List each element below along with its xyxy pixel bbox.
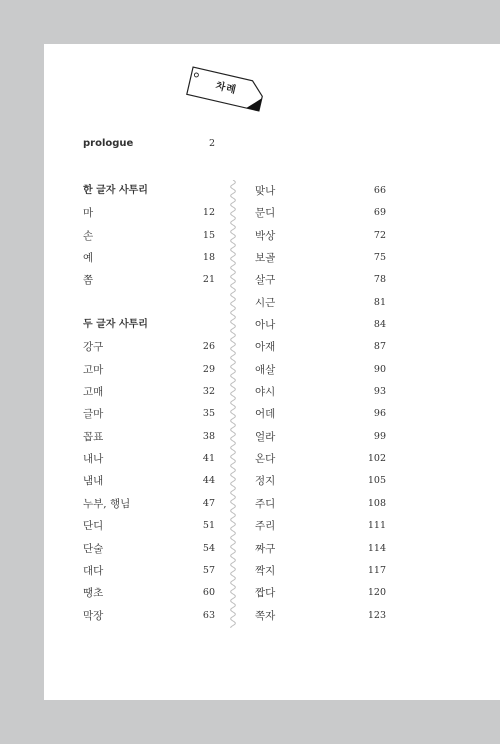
toc-entry[interactable] bbox=[255, 336, 386, 358]
toc-entry-title: 내나 bbox=[83, 453, 104, 466]
toc-entry-title: 고매 bbox=[83, 386, 104, 399]
toc-entry-title: 막장 bbox=[83, 609, 104, 622]
toc-entry-title: 아재 bbox=[255, 341, 276, 354]
section-heading-title: 두 글자 사투리 bbox=[83, 319, 148, 331]
toc-entry-page: 21 bbox=[202, 274, 215, 286]
toc-entry-title: 글마 bbox=[83, 408, 104, 421]
toc-entry-page: 81 bbox=[373, 296, 386, 308]
toc-entry-title: 주리 bbox=[255, 520, 276, 533]
toc-entry[interactable] bbox=[83, 605, 215, 627]
toc-entry-title: 단술 bbox=[83, 542, 104, 555]
book-page bbox=[44, 44, 500, 700]
toc-entry[interactable] bbox=[83, 426, 215, 448]
toc-entry-title: 짜구 bbox=[255, 542, 276, 555]
section-spacer bbox=[83, 292, 215, 314]
toc-entry-page: 117 bbox=[367, 564, 386, 576]
toc-entry-page: 75 bbox=[373, 252, 386, 264]
toc-entry-page: 84 bbox=[373, 319, 386, 331]
toc-entry[interactable] bbox=[83, 515, 215, 537]
toc-entry-title: 맞나 bbox=[255, 185, 276, 197]
toc-entry-title: 박상 bbox=[255, 229, 276, 242]
toc-entry-page: 41 bbox=[202, 453, 215, 465]
toc-entry-page: 60 bbox=[202, 587, 215, 599]
toc-entry-page: 47 bbox=[202, 497, 215, 509]
section-heading bbox=[83, 180, 215, 202]
toc-entry[interactable] bbox=[83, 582, 215, 604]
toc-entry-title: 야시 bbox=[255, 386, 276, 399]
toc-title: 차례 bbox=[214, 80, 238, 97]
toc-entry[interactable] bbox=[83, 269, 215, 291]
toc-left-column bbox=[83, 180, 215, 627]
toc-entry[interactable] bbox=[83, 538, 215, 560]
toc-entry[interactable] bbox=[83, 448, 215, 470]
toc-entry[interactable] bbox=[255, 560, 386, 582]
toc-entry[interactable] bbox=[255, 403, 386, 425]
prologue-page: 2 bbox=[208, 138, 215, 149]
section-heading bbox=[83, 314, 215, 336]
toc-entry[interactable] bbox=[255, 493, 386, 515]
toc-entry-page: 54 bbox=[202, 542, 215, 554]
toc-entry[interactable] bbox=[255, 448, 386, 470]
toc-entry-page: 99 bbox=[373, 430, 386, 442]
toc-entry[interactable] bbox=[255, 247, 386, 269]
toc-entry-title: 짝지 bbox=[255, 564, 276, 577]
toc-entry-title: 어데 bbox=[255, 408, 276, 421]
toc-entry-page: 123 bbox=[367, 609, 386, 621]
toc-entry[interactable] bbox=[83, 247, 215, 269]
prologue-entry[interactable] bbox=[83, 136, 215, 152]
toc-entry-page: 120 bbox=[367, 587, 386, 599]
toc-entry-page: 78 bbox=[373, 274, 386, 286]
prologue-label: prologue bbox=[83, 138, 134, 149]
toc-right-column bbox=[255, 180, 386, 627]
toc-entry-page: 35 bbox=[202, 408, 215, 420]
toc-entry-title: 문디 bbox=[255, 207, 276, 220]
toc-entry-page: 90 bbox=[373, 363, 386, 375]
toc-entry-page: 51 bbox=[202, 520, 215, 532]
toc-entry-title: 강구 bbox=[83, 341, 104, 354]
toc-entry-page: 32 bbox=[202, 386, 215, 398]
toc-entry-title: 짭다 bbox=[255, 587, 276, 600]
toc-entry[interactable] bbox=[255, 292, 386, 314]
toc-entry-title: 시근 bbox=[255, 296, 276, 309]
toc-entry-title: 땡초 bbox=[83, 587, 104, 600]
toc-entry-page: 57 bbox=[202, 564, 215, 576]
toc-entry-title: 쫌 bbox=[83, 274, 94, 287]
toc-entry[interactable] bbox=[255, 582, 386, 604]
toc-entry-page: 105 bbox=[367, 475, 386, 487]
toc-entry-title: 얼라 bbox=[255, 430, 276, 443]
toc-entry-title: 온다 bbox=[255, 453, 276, 466]
toc-entry-page: 114 bbox=[367, 542, 386, 554]
toc-entry[interactable] bbox=[255, 515, 386, 537]
toc-entry-title: 고마 bbox=[83, 363, 104, 376]
toc-entry[interactable] bbox=[255, 538, 386, 560]
toc-entry-title: 냄내 bbox=[83, 475, 104, 488]
toc-entry-title: 꼽표 bbox=[83, 430, 104, 443]
toc-entry-page: 18 bbox=[202, 252, 215, 264]
toc-entry-title: 손 bbox=[83, 229, 94, 242]
toc-entry-page: 44 bbox=[202, 475, 215, 487]
toc-entry[interactable] bbox=[83, 470, 215, 492]
toc-entry-page: 87 bbox=[373, 341, 386, 353]
column-divider-wavy bbox=[229, 180, 237, 628]
toc-entry[interactable] bbox=[83, 359, 215, 381]
toc-entry-page: 93 bbox=[373, 386, 386, 398]
toc-entry-title: 마 bbox=[83, 207, 94, 220]
toc-entry[interactable] bbox=[255, 605, 386, 627]
toc-entry[interactable] bbox=[255, 381, 386, 403]
toc-entry-page: 108 bbox=[367, 497, 386, 509]
toc-entry[interactable] bbox=[255, 426, 386, 448]
toc-entry-page: 12 bbox=[202, 207, 215, 219]
toc-entry[interactable] bbox=[83, 560, 215, 582]
toc-entry-page: 63 bbox=[202, 609, 215, 621]
toc-entry-title: 쪽자 bbox=[255, 609, 276, 622]
toc-entry[interactable] bbox=[83, 381, 215, 403]
toc-entry-title: 단디 bbox=[83, 520, 104, 533]
toc-entry-title: 정지 bbox=[255, 475, 276, 488]
toc-entry-page: 72 bbox=[373, 229, 386, 241]
toc-entry-page: 111 bbox=[367, 520, 386, 532]
toc-tag bbox=[186, 66, 267, 112]
toc-entry[interactable] bbox=[255, 180, 386, 202]
toc-entry-title: 보골 bbox=[255, 252, 276, 265]
toc-entry[interactable] bbox=[255, 470, 386, 492]
toc-entry-page: 66 bbox=[373, 185, 386, 196]
toc-entry-page: 38 bbox=[202, 430, 215, 442]
toc-entry[interactable] bbox=[83, 493, 215, 515]
toc-entry-title: 예 bbox=[83, 252, 94, 265]
toc-entry[interactable] bbox=[255, 202, 386, 224]
section-heading-title: 한 글자 사투리 bbox=[83, 185, 148, 196]
toc-entry[interactable] bbox=[83, 403, 215, 425]
toc-entry[interactable] bbox=[255, 225, 386, 247]
toc-entry-title: 대다 bbox=[83, 564, 104, 577]
toc-entry-page: 15 bbox=[202, 229, 215, 241]
toc-entry[interactable] bbox=[255, 269, 386, 291]
toc-entry-page: 96 bbox=[373, 408, 386, 420]
toc-entry-title: 주디 bbox=[255, 497, 276, 510]
toc-entry-page: 29 bbox=[202, 363, 215, 375]
toc-entry-title: 아나 bbox=[255, 319, 276, 332]
toc-entry-page: 102 bbox=[367, 453, 386, 465]
toc-entry-title: 살구 bbox=[255, 274, 276, 287]
toc-entry-title: 누부, 행님 bbox=[83, 497, 131, 510]
toc-entry[interactable] bbox=[83, 336, 215, 358]
toc-entry-title: 애살 bbox=[255, 363, 276, 376]
toc-entry-page: 69 bbox=[373, 207, 386, 219]
toc-entry[interactable] bbox=[83, 225, 215, 247]
toc-entry[interactable] bbox=[255, 359, 386, 381]
toc-entry-page: 26 bbox=[202, 341, 215, 353]
toc-entry[interactable] bbox=[255, 314, 386, 336]
toc-entry[interactable] bbox=[83, 202, 215, 224]
